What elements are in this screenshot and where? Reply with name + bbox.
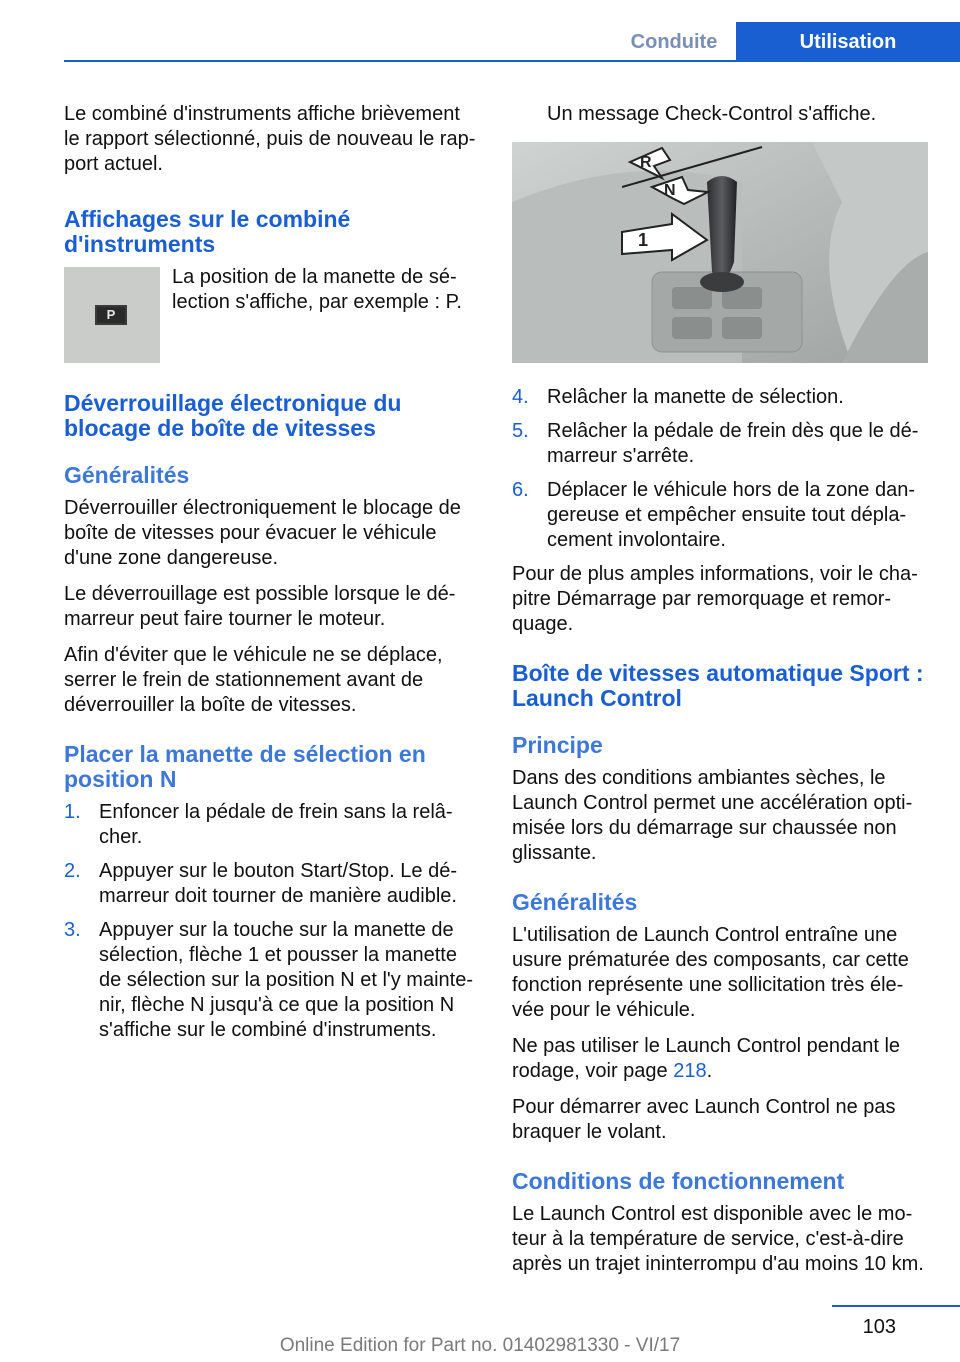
list-item: 5. Relâcher la pédale de frein dès que le démarreur s'arrête.	[512, 420, 919, 467]
steps-list-left	[64, 800, 480, 1043]
gear-selector-photo	[512, 142, 928, 363]
heading-placer-manette: Placer la manette de sélection en position N	[64, 741, 426, 792]
header-rule	[64, 60, 960, 62]
heading-affichages: Affichages sur le combiné d'instruments	[64, 206, 351, 257]
photo-label-r: R	[640, 154, 652, 171]
paragraph-principe: Dans des conditions ambiantes sèches, le Launch Control permet une accélération optimisée lors du démarrage sur chaussée non glissante.	[512, 767, 913, 864]
header-tab-conduite[interactable]: Conduite	[612, 22, 736, 62]
paragraph-eviter: Afin d'éviter que le véhicule ne se déplace, serrer le frein de stationnement avant de déverrouiller la boîte de vitesses.	[64, 644, 443, 716]
paragraph-deverrouiller: Déverrouiller électroniquement le blocage de boîte de vitesses pour évacuer le véhicule d'une zone dangereuse.	[64, 497, 461, 569]
paragraph-volant: Pour démarrer avec Launch Control ne pas braquer le volant.	[512, 1096, 896, 1143]
left-column	[64, 102, 480, 1052]
heading-launch-control: Boîte de vitesses automatique Sport : Launch Control	[512, 660, 924, 711]
display-example	[64, 267, 480, 363]
intro-paragraph: Le combiné d'instruments affiche brièvement le rapport sélectionné, puis de nouveau le rapport actuel.	[64, 103, 476, 175]
paragraph-conditions: Le Launch Control est disponible avec le moteur à la température de service, c'est-à-dire après un trajet ininterrompu d'au moins 10 km.	[512, 1203, 924, 1275]
heading-conditions: Conditions de fonctionnement	[512, 1168, 845, 1194]
list-item: 1. Enfoncer la pédale de frein sans la relâcher.	[64, 801, 453, 848]
heading-deverrouillage: Déverrouillage électronique du blocage de boîte de vitesses	[64, 390, 402, 441]
photo-label-n: N	[664, 182, 676, 199]
heading-generalites-left: Généralités	[64, 462, 190, 488]
page-link-218[interactable]: 218	[673, 1060, 707, 1082]
right-column	[512, 102, 928, 1288]
display-description: La position de la manette de sélection s'affiche, par exemple : P.	[172, 266, 462, 313]
paragraph-plus-informations: Pour de plus amples informations, voir le chapitre Démarrage par remorquage et remorquage.	[512, 563, 918, 635]
edition-footer: Online Edition for Part no. 01402981330 - VI/17	[279, 1335, 681, 1356]
list-item: 2. Appuyer sur le bouton Start/Stop. Le démarreur doit tourner de manière audible.	[64, 860, 458, 907]
footer-rule	[832, 1305, 960, 1307]
list-item: 6. Déplacer le véhicule hors de la zone dangereuse et empêcher ensuite tout déplacement involontaire.	[512, 479, 916, 551]
paragraph-possible: Le déverrouillage est possible lorsque le démarreur peut faire tourner le moteur.	[64, 583, 456, 630]
instrument-display-image	[64, 267, 160, 363]
gear-position-indicator: P	[95, 305, 127, 325]
check-control-paragraph: Un message Check-Control s'affiche.	[547, 103, 877, 125]
header-tab-utilisation[interactable]: Utilisation	[736, 22, 960, 62]
heading-principe: Principe	[512, 732, 603, 758]
heading-generalites-right: Généralités	[512, 889, 638, 915]
page-number: 103	[862, 1316, 896, 1338]
list-item: 3. Appuyer sur la touche sur la manette de sélection, flèche 1 et pousser la manette de sélection sur la position N et l'y maintenir, flèche N jusqu'à ce que la position N s'affiche sur le combiné d'instruments.	[64, 919, 474, 1041]
steps-list-right	[512, 385, 928, 553]
list-item: 4. Relâcher la manette de sélection.	[512, 386, 844, 408]
photo-label-1: 1	[638, 230, 649, 250]
paragraph-rodage: Ne pas utiliser le Launch Control pendant le rodage, voir page 218.	[512, 1035, 901, 1082]
paragraph-usure: L'utilisation de Launch Control entraîne une usure prématurée des composants, car cette fonction représente une sollicitation très élevée pour le véhicule.	[512, 924, 909, 1021]
